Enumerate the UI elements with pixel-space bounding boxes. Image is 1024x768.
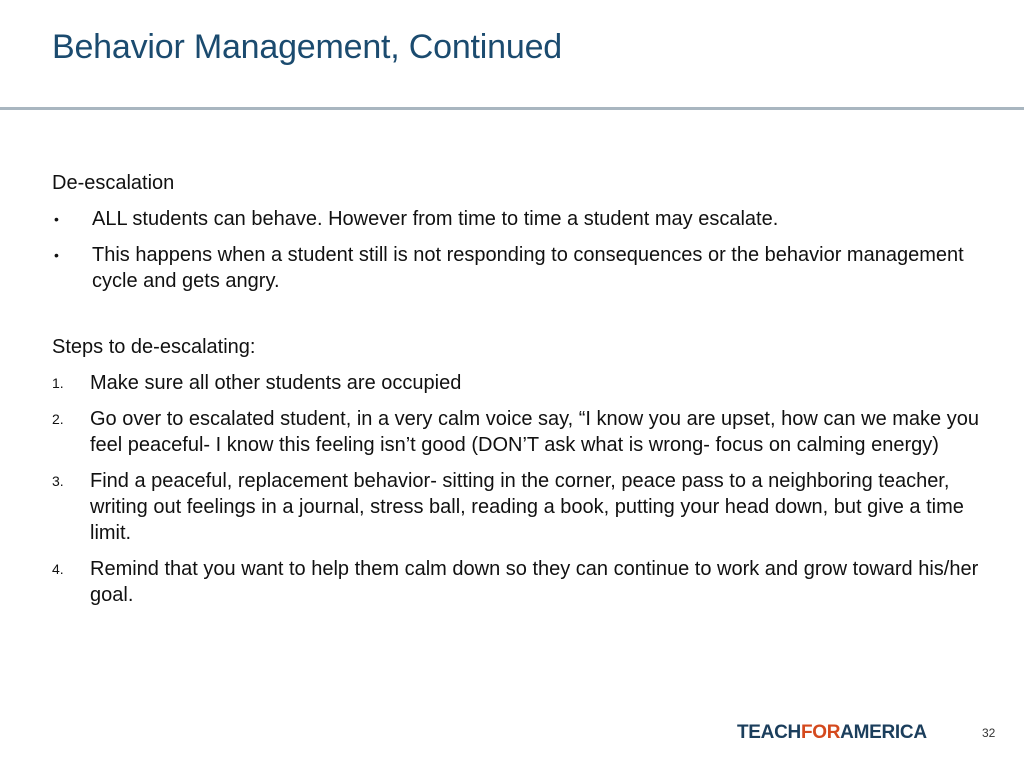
- bullet-text: ALL students can behave. However from time to time a student may escalate.: [92, 208, 779, 230]
- step-text: Make sure all other students are occupied: [90, 372, 462, 394]
- step-item: [52, 370, 982, 396]
- step-number: 1.: [52, 375, 64, 391]
- step-item: [52, 406, 982, 458]
- bullet-item: [52, 242, 982, 294]
- bullet-item: [52, 206, 982, 232]
- step-text: Remind that you want to help them calm down so they can continue to work and grow toward his/her goal.: [90, 558, 979, 606]
- bullet-marker: •: [54, 211, 59, 227]
- bullet-marker: •: [54, 247, 59, 263]
- step-text: Find a peaceful, replacement behavior- sitting in the corner, peace pass to a neighboring teacher, writing out feelings in a journal, stress ball, reading a book, putting your head down, but give a time limit.: [90, 470, 964, 544]
- step-number: 2.: [52, 411, 64, 427]
- title-divider: [0, 107, 1024, 110]
- teach-for-america-logo: [737, 722, 927, 744]
- logo-part-teach: TEACH: [737, 722, 801, 743]
- step-number: 4.: [52, 561, 64, 577]
- slide-content: [52, 170, 982, 608]
- slide-title: Behavior Management, Continued: [52, 28, 562, 66]
- step-text: Go over to escalated student, in a very calm voice say, “I know you are upset, how can we make you feel peaceful- I know this feeling isn’t good (DON’T ask what is wrong- focus on calming energy): [90, 408, 979, 456]
- page-number: 32: [982, 726, 996, 740]
- step-item: [52, 556, 982, 608]
- deescalation-bullet-list: [52, 206, 982, 294]
- step-item: [52, 468, 982, 546]
- section-spacer: [52, 294, 982, 334]
- logo-part-america: AMERICA: [840, 722, 927, 743]
- deescalation-heading: De-escalation: [52, 172, 175, 194]
- steps-heading: Steps to de-escalating:: [52, 336, 256, 358]
- logo-part-for: FOR: [800, 722, 841, 743]
- step-number: 3.: [52, 473, 64, 489]
- steps-numbered-list: [52, 370, 982, 608]
- bullet-text: This happens when a student still is not responding to consequences or the behavior management cycle and gets angry.: [92, 244, 964, 292]
